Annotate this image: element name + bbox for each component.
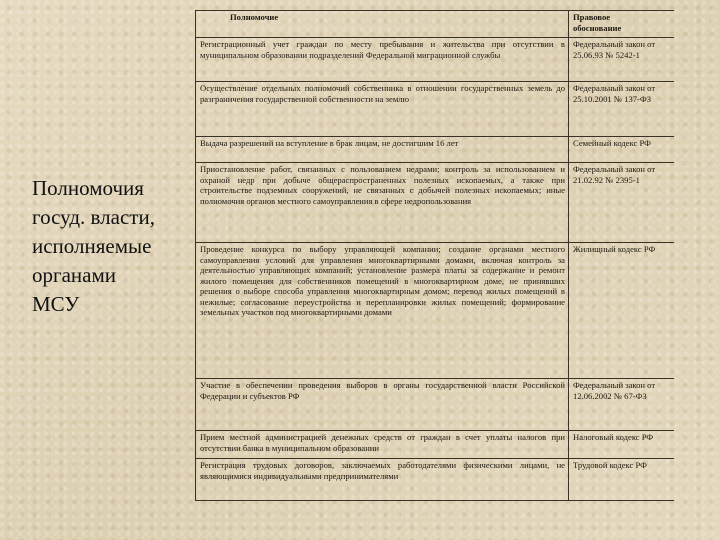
table-row [196, 243, 675, 379]
row-basis-text: Налоговый кодекс РФ [573, 432, 654, 442]
row-basis [569, 243, 675, 379]
row-power-text: Выдача разрешений на вступление в брак лицам, не достигшим 16 лет [200, 138, 459, 148]
powers-table [195, 10, 674, 501]
row-basis-text: Федеральный закон от 25.06.93 № 5242-1 [573, 39, 656, 60]
row-basis-text: Федеральный закон от 25.10.2001 № 137-ФЗ [573, 83, 656, 104]
row-basis-text: Жилищный кодекс РФ [573, 244, 656, 254]
slide-title-line: исполняемые [32, 234, 152, 258]
row-basis [569, 163, 675, 243]
row-basis [569, 379, 675, 431]
row-basis-text: Федеральный закон от 21.02.92 № 2395-1 [573, 164, 656, 185]
table-row [196, 82, 675, 137]
header-basis-line: обоснование [573, 22, 622, 33]
header-power [196, 11, 569, 38]
row-power-text: Осуществление отдельных полномочий собственника в отношении государственных земель до разграничения государственной собственности на землю [200, 83, 565, 104]
table-row [196, 431, 675, 459]
slide-title-line: МСУ [32, 292, 80, 316]
table-row [196, 137, 675, 163]
scanned-table-image [195, 10, 674, 530]
table-row [196, 38, 675, 82]
header-basis-line: Правовое [573, 12, 611, 22]
row-power [196, 38, 569, 82]
row-power-text: Приостановление работ, связанных с пользованием недрами; контроль за использованием и охраной недр при добыче общераспространенных полезных ископаемых, а также при строительстве подземных сооружений, не связанных с добычей полезных ископаемых; иные полномочия органов местного самоуправления в сфере недропользования [200, 164, 565, 206]
row-power [196, 459, 569, 501]
row-power-text: Прием местной администрацией денежных средств от граждан в счет уплаты налогов при отсутствии банка в муниципальном образовании [200, 432, 565, 453]
row-basis [569, 459, 675, 501]
header-basis [569, 11, 675, 38]
row-power-text: Регистрация трудовых договоров, заключаемых работодателями физическими лицами, не являющимися индивидуальными предпринимателями [200, 460, 565, 481]
slide-title-line: госуд. власти, [32, 205, 155, 229]
table-row [196, 459, 675, 501]
row-basis [569, 431, 675, 459]
row-power [196, 137, 569, 163]
row-power-text: Участие в обеспечении проведения выборов в органы государственной власти Российской Федерации и субъектов РФ [200, 380, 565, 401]
row-power [196, 163, 569, 243]
slide-title [32, 174, 182, 319]
row-basis [569, 137, 675, 163]
row-basis [569, 82, 675, 137]
row-basis-text: Трудовой кодекс РФ [573, 460, 647, 470]
row-power-text: Проведение конкурса по выбору управляющей компании; создание органами местного самоуправления условий для управления многоквартирными домами, включая контроль за деятельностью управляющих компаний; установление размера платы за содержание и ремонт жилого помещения для собственников помещений в многоквартирном доме, не принявших решения о выборе способа управления многоквартирным домом; перевод жилых помещений в нежилые; согласование переустройства и перепланировки жилых помещений; формирование земельных участков под многоквартирными домами [200, 244, 565, 317]
row-power [196, 431, 569, 459]
table-row [196, 163, 675, 243]
table-header-row [196, 11, 675, 38]
slide-title-line: Полномочия [32, 176, 144, 200]
row-power [196, 82, 569, 137]
row-power [196, 379, 569, 431]
row-basis [569, 38, 675, 82]
row-power [196, 243, 569, 379]
row-basis-text: Семейный кодекс РФ [573, 138, 651, 148]
row-basis-text: Федеральный закон от 12.06.2002 № 67-ФЗ [573, 380, 656, 401]
table-row [196, 379, 675, 431]
slide-title-line: органами [32, 263, 117, 287]
row-power-text: Регистрационный учет граждан по месту пребывания и жительства при отсутствии в муниципальном образовании подразделений Федеральной миграционной службы [200, 39, 565, 60]
header-power-text: Полномочие [230, 12, 279, 22]
